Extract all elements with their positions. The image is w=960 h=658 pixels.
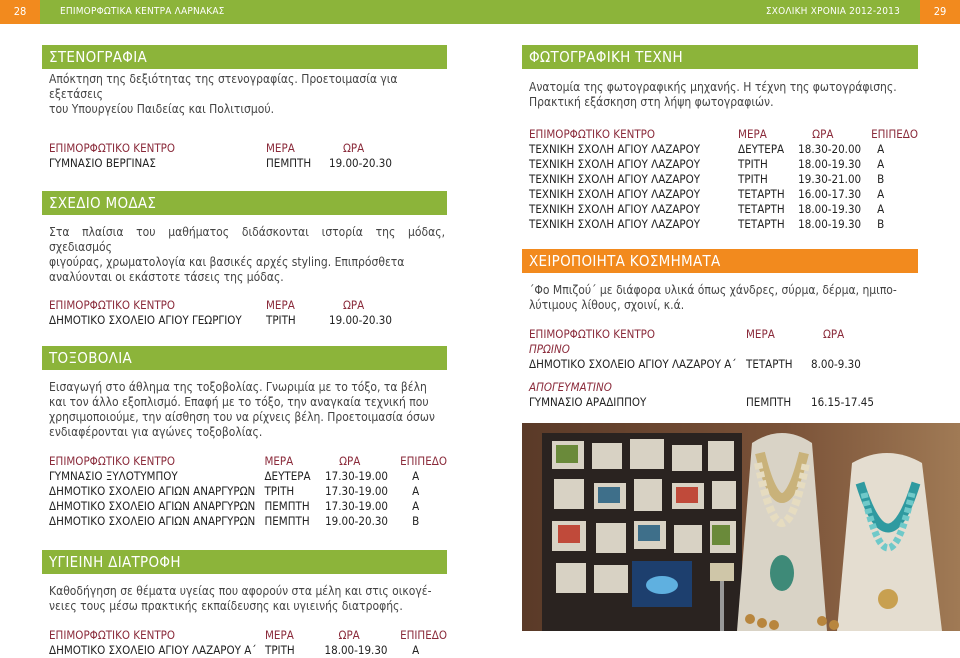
header-title-right: ΣΧΟΛΙΚΗ ΧΡΟΝΙΑ 2012-2013 xyxy=(765,6,900,17)
table-row: ΔΗΜΟΤΙΚΟ ΣΧΟΛΕΙΟ ΑΓΙΩΝ ΑΝΑΡΓΥΡΩΝ ΠΕΜΠΤΗ 19.00-20.30 Β xyxy=(49,514,420,528)
table-row: ΔΗΜΟΤΙΚΟ ΣΧΟΛΕΙΟ ΑΓΙΩΝ ΑΝΑΡΓΥΡΩΝ ΤΡΙΤΗ 17.30-19.00 Α xyxy=(49,484,420,498)
table-header-row: ΕΠΙΜΟΡΦΩΤΙΚΟ ΚΕΝΤΡΟ ΜΕΡΑ ΩΡΑ ΕΠΙΠΕΔΟ xyxy=(49,628,447,642)
table-row: ΓΥΜΝΑΣΙΟ ΑΡΑΔΙΠΠΟΥ ΠΕΜΠΤΗ 16.15-17.45 xyxy=(529,395,874,409)
table-row: ΤΕΧΝΙΚΗ ΣΧΟΛΗ ΑΓΙΟΥ ΛΑΖΑΡΟΥ ΔΕΥΤΕΡΑ 18.30-20.00 Α xyxy=(529,142,885,156)
table-row: ΔΗΜΟΤΙΚΟ ΣΧΟΛΕΙΟ ΑΓΙΩΝ ΑΝΑΡΓΥΡΩΝ ΠΕΜΠΤΗ 17.30-19.00 Α xyxy=(49,499,420,513)
table-row: ΔΗΜΟΤΙΚΟ ΣΧΟΛΕΙΟ ΑΓΙΟΥ ΓΕΩΡΓΙΟΥ ΤΡΙΤΗ 19.00-20.30 xyxy=(49,313,392,327)
header-title-left: ΕΠΙΜΟΡΦΩΤΙΚΑ ΚΕΝΤΡΑ ΛΑΡΝΑΚΑΣ xyxy=(60,6,225,17)
header-bar xyxy=(0,0,960,24)
section-title-toxovolia: ΤΟΞΟΒΟΛΙΑ xyxy=(42,346,447,370)
table-row: ΔΗΜΟΤΙΚΟ ΣΧΟΛΕΙΟ ΑΓΙΟΥ ΛΑΖΑΡΟΥ Α΄ ΤΕΤΑΡΤΗ 8.00-9.30 xyxy=(529,357,861,371)
table-header-row: ΕΠΙΜΟΡΦΩΤΙΚΟ ΚΕΝΤΡΟ ΜΕΡΑ ΩΡΑ xyxy=(49,141,365,155)
section-desc-toxovolia: Εισαγωγή στο άθλημα της τοξοβολίας. Γνωριμία με το τόξο, τα βέλη και τον άλλο εξοπλισμό. Επαφή με το τόξο, την αναγκαία τεχνική που χρησιμοποιούμε, την αίσθηση του να ρίχνεις βέλη. Προετοιμασία όσων ενδιαφέρονται για αγώνες τοξοβολίας. xyxy=(49,380,435,439)
table-header-row: ΕΠΙΜΟΡΦΩΤΙΚΟ ΚΕΝΤΡΟ ΜΕΡΑ ΩΡΑ xyxy=(529,327,845,341)
spacer-row xyxy=(529,372,909,380)
table-row: ΤΕΧΝΙΚΗ ΣΧΟΛΗ ΑΓΙΟΥ ΛΑΖΑΡΟΥ ΤΡΙΤΗ 19.30-21.00 Β xyxy=(529,172,885,186)
table-header-row: ΕΠΙΜΟΡΦΩΤΙΚΟ ΚΕΝΤΡΟ ΜΕΡΑ ΩΡΑ ΕΠΙΠΕΔΟ xyxy=(529,127,918,141)
section-title-diatrofi: ΥΓΙΕΙΝΗ ΔΙΑΤΡΟΦΗ xyxy=(42,550,447,574)
subheading-row-afternoon: ΑΠΟΓΕΥΜΑΤΙΝΟ xyxy=(529,380,612,394)
section-title-fotografia: ΦΩΤΟΓΡΑΦΙΚΗ ΤΕΧΝΗ xyxy=(522,45,918,69)
table-row: ΤΕΧΝΙΚΗ ΣΧΟΛΗ ΑΓΙΟΥ ΛΑΖΑΡΟΥ ΤΕΤΑΡΤΗ 18.00-19.30 Β xyxy=(529,217,885,231)
schedule-table-toxovolia xyxy=(49,454,447,529)
section-desc-stenografia: Απόκτηση της δεξιότητας της στενογραφίας. Προετοιμασία για εξετάσεις του Υπουργείου Παιδείας και Πολιτισμού. xyxy=(49,72,398,116)
table-row: ΓΥΜΝΑΣΙΟ ΞΥΛΟΤΥΜΠΟΥ ΔΕΥΤΕΡΑ 17.30-19.00 Α xyxy=(49,469,420,483)
schedule-table-moda xyxy=(49,298,429,328)
section-desc-fotografia: Ανατομία της φωτογραφικής μηχανής. Η τέχνη της φωτογράφισης. Πρακτική εξάσκηση στη λήψη φωτογραφιών. xyxy=(529,80,897,109)
schedule-table-kosmimata xyxy=(529,327,909,410)
table-row: ΤΕΧΝΙΚΗ ΣΧΟΛΗ ΑΓΙΟΥ ΛΑΖΑΡΟΥ ΤΕΤΑΡΤΗ 18.00-19.30 Α xyxy=(529,202,885,216)
right-column xyxy=(522,24,918,410)
table-header-row: ΕΠΙΜΟΡΦΩΤΙΚΟ ΚΕΝΤΡΟ ΜΕΡΑ ΩΡΑ ΕΠΙΠΕΔΟ xyxy=(49,454,447,468)
table-row: ΔΗΜΟΤΙΚΟ ΣΧΟΛΕΙΟ ΑΓΙΟΥ ΛΑΖΑΡΟΥ Α΄ ΤΡΙΤΗ 18.00-19.30 Α xyxy=(49,643,420,657)
table-row: ΤΕΧΝΙΚΗ ΣΧΟΛΗ ΑΓΙΟΥ ΛΑΖΑΡΟΥ ΤΕΤΑΡΤΗ 16.00-17.30 Α xyxy=(529,187,885,201)
page-number-left: 28 xyxy=(0,0,40,24)
table-row: ΤΕΧΝΙΚΗ ΣΧΟΛΗ ΑΓΙΟΥ ΛΑΖΑΡΟΥ ΤΡΙΤΗ 18.00-19.30 Α xyxy=(529,157,885,171)
section-title-moda: ΣΧΕΔΙΟ ΜΟΔΑΣ xyxy=(42,191,447,215)
section-desc-moda: Στα πλαίσια του μαθήματος διδάσκονται ιστορία της μόδας, σχεδιασμός φιγούρας, χρωματολογία και βασικές αρχές styling. Επιπρόσθετα αναλύονται οι εκάστοτε τάσεις της μόδας. xyxy=(49,225,445,284)
table-header-row: ΕΠΙΜΟΡΦΩΤΙΚΟ ΚΕΝΤΡΟ ΜΕΡΑ ΩΡΑ xyxy=(49,298,365,312)
left-column xyxy=(42,24,447,658)
subheading-row-morning: ΠΡΩΙΝΟ xyxy=(529,342,570,356)
page-number-right: 29 xyxy=(920,0,960,24)
section-title-kosmimata: ΧΕΙΡΟΠΟΙΗΤΑ ΚΟΣΜΗΜΑΤΑ xyxy=(522,249,918,273)
jewelry-photo xyxy=(522,423,960,631)
section-desc-kosmimata: ΄Φο Μπιζού΄ με διάφορα υλικά όπως χάνδρες, σύρμα, δέρμα, ημιπο- λύτιμους λίθους, σχοινί, κ.ά. xyxy=(529,283,897,312)
table-row: ΓΥΜΝΑΣΙΟ ΒΕΡΓΙΝΑΣ ΠΕΜΠΤΗ 19.00-20.30 xyxy=(49,156,392,170)
schedule-table-fotografia xyxy=(529,127,918,232)
schedule-table-stenografia xyxy=(49,141,429,171)
section-title-stenografia: ΣΤΕΝΟΓΡΑΦΙΑ xyxy=(42,45,447,69)
schedule-table-diatrofi xyxy=(49,628,447,658)
section-desc-diatrofi: Καθοδήγηση σε θέματα υγείας που αφορούν στα μέλη και στις οικογέ- νειες τους μέσω πρακτικής εκπαίδευσης και υγιεινής διατροφής. xyxy=(49,584,432,613)
jewelry-photo-illustration xyxy=(522,423,960,631)
